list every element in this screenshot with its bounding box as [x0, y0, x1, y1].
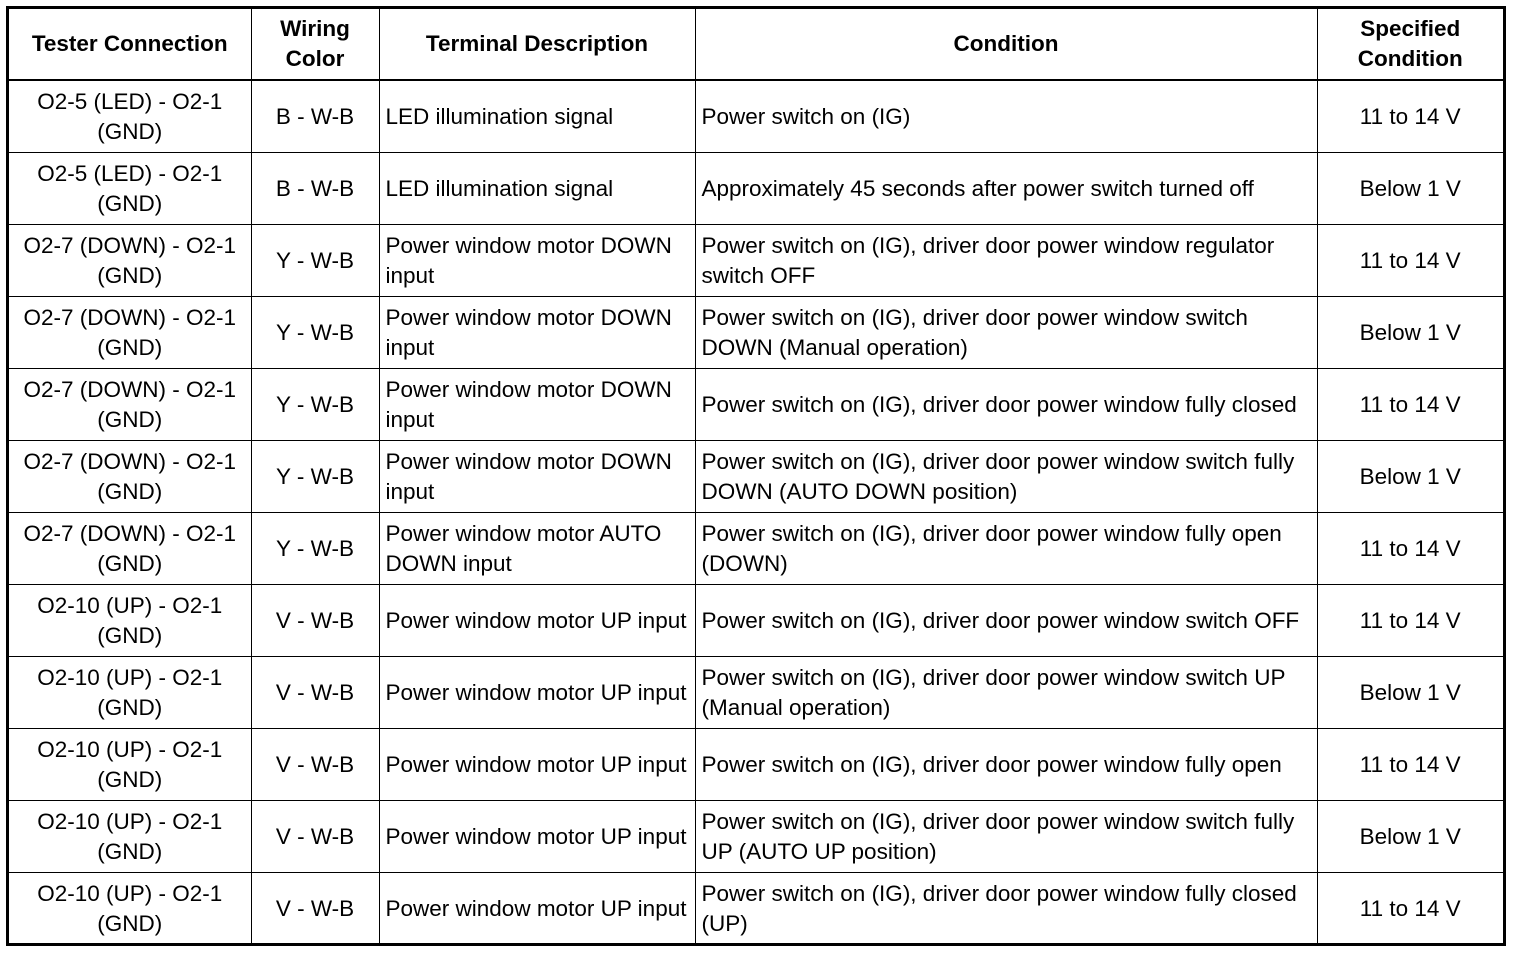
condition-cell: Power switch on (IG), driver door power window fully closed — [695, 369, 1317, 441]
condition-cell: Approximately 45 seconds after power switch turned off — [695, 153, 1317, 225]
wiring-color-cell: V - W-B — [251, 729, 379, 801]
table-row — [9, 513, 1503, 585]
terminal-description-cell: Power window motor DOWN input — [379, 441, 695, 513]
terminal-inspection-table — [9, 9, 1503, 944]
terminal-description-cell: Power window motor UP input — [379, 585, 695, 657]
terminal-description-cell: Power window motor UP input — [379, 873, 695, 945]
specified-condition-cell: 11 to 14 V — [1317, 585, 1503, 657]
specified-condition-cell: 11 to 14 V — [1317, 873, 1503, 945]
tester-connection-cell: O2-10 (UP) - O2-1 (GND) — [9, 801, 251, 873]
header-terminal-description: Terminal Description — [379, 9, 695, 80]
terminal-description-cell: Power window motor UP input — [379, 657, 695, 729]
specified-condition-cell: 11 to 14 V — [1317, 513, 1503, 585]
table-row — [9, 801, 1503, 873]
specified-condition-cell: Below 1 V — [1317, 657, 1503, 729]
terminal-description-cell: Power window motor UP input — [379, 801, 695, 873]
specified-condition-cell: 11 to 14 V — [1317, 80, 1503, 153]
table-row — [9, 153, 1503, 225]
condition-cell: Power switch on (IG), driver door power window switch fully UP (AUTO UP position) — [695, 801, 1317, 873]
tester-connection-cell: O2-5 (LED) - O2-1 (GND) — [9, 80, 251, 153]
specified-condition-cell: 11 to 14 V — [1317, 225, 1503, 297]
table-row — [9, 729, 1503, 801]
table-row — [9, 297, 1503, 369]
header-tester-connection: Tester Connection — [9, 9, 251, 80]
header-specified-condition: Specified Condition — [1317, 9, 1503, 80]
specified-condition-cell: Below 1 V — [1317, 297, 1503, 369]
table-row — [9, 657, 1503, 729]
wiring-color-cell: B - W-B — [251, 80, 379, 153]
specified-condition-cell: Below 1 V — [1317, 153, 1503, 225]
condition-cell: Power switch on (IG), driver door power window regulator switch OFF — [695, 225, 1317, 297]
wiring-color-cell: V - W-B — [251, 657, 379, 729]
tester-connection-cell: O2-5 (LED) - O2-1 (GND) — [9, 153, 251, 225]
table-row — [9, 225, 1503, 297]
tester-connection-cell: O2-7 (DOWN) - O2-1 (GND) — [9, 225, 251, 297]
terminal-description-cell: Power window motor AUTO DOWN input — [379, 513, 695, 585]
condition-cell: Power switch on (IG), driver door power window fully open (DOWN) — [695, 513, 1317, 585]
condition-cell: Power switch on (IG), driver door power window fully open — [695, 729, 1317, 801]
header-wiring-color: Wiring Color — [251, 9, 379, 80]
terminal-description-cell: Power window motor DOWN input — [379, 297, 695, 369]
wiring-color-cell: V - W-B — [251, 585, 379, 657]
terminal-inspection-table-frame — [6, 6, 1506, 946]
header-condition: Condition — [695, 9, 1317, 80]
tester-connection-cell: O2-7 (DOWN) - O2-1 (GND) — [9, 369, 251, 441]
specified-condition-cell: 11 to 14 V — [1317, 729, 1503, 801]
specified-condition-cell: 11 to 14 V — [1317, 369, 1503, 441]
tester-connection-cell: O2-10 (UP) - O2-1 (GND) — [9, 729, 251, 801]
wiring-color-cell: Y - W-B — [251, 369, 379, 441]
condition-cell: Power switch on (IG), driver door power window switch DOWN (Manual operation) — [695, 297, 1317, 369]
wiring-color-cell: V - W-B — [251, 873, 379, 945]
condition-cell: Power switch on (IG), driver door power window switch OFF — [695, 585, 1317, 657]
specified-condition-cell: Below 1 V — [1317, 441, 1503, 513]
specified-condition-cell: Below 1 V — [1317, 801, 1503, 873]
tester-connection-cell: O2-7 (DOWN) - O2-1 (GND) — [9, 297, 251, 369]
tester-connection-cell: O2-10 (UP) - O2-1 (GND) — [9, 873, 251, 945]
terminal-description-cell: LED illumination signal — [379, 153, 695, 225]
terminal-description-cell: LED illumination signal — [379, 80, 695, 153]
tester-connection-cell: O2-7 (DOWN) - O2-1 (GND) — [9, 513, 251, 585]
wiring-color-cell: V - W-B — [251, 801, 379, 873]
tester-connection-cell: O2-10 (UP) - O2-1 (GND) — [9, 657, 251, 729]
condition-cell: Power switch on (IG) — [695, 80, 1317, 153]
condition-cell: Power switch on (IG), driver door power window switch fully DOWN (AUTO DOWN position) — [695, 441, 1317, 513]
table-row — [9, 585, 1503, 657]
table-row — [9, 369, 1503, 441]
wiring-color-cell: B - W-B — [251, 153, 379, 225]
table-row — [9, 873, 1503, 945]
terminal-description-cell: Power window motor DOWN input — [379, 225, 695, 297]
tester-connection-cell: O2-10 (UP) - O2-1 (GND) — [9, 585, 251, 657]
tester-connection-cell: O2-7 (DOWN) - O2-1 (GND) — [9, 441, 251, 513]
terminal-description-cell: Power window motor UP input — [379, 729, 695, 801]
table-row — [9, 441, 1503, 513]
header-row — [9, 9, 1503, 80]
wiring-color-cell: Y - W-B — [251, 297, 379, 369]
wiring-color-cell: Y - W-B — [251, 225, 379, 297]
wiring-color-cell: Y - W-B — [251, 513, 379, 585]
table-row — [9, 80, 1503, 153]
condition-cell: Power switch on (IG), driver door power window switch UP (Manual operation) — [695, 657, 1317, 729]
wiring-color-cell: Y - W-B — [251, 441, 379, 513]
terminal-description-cell: Power window motor DOWN input — [379, 369, 695, 441]
condition-cell: Power switch on (IG), driver door power window fully closed (UP) — [695, 873, 1317, 945]
